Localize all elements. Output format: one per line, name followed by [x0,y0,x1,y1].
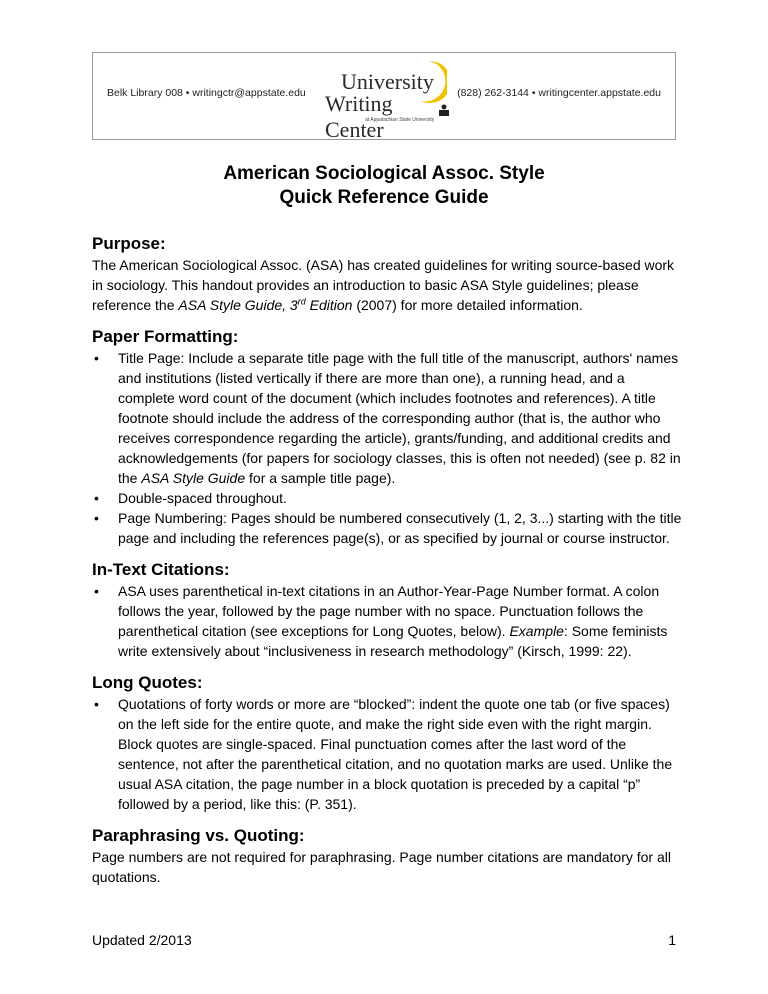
longquotes-heading: Long Quotes: [92,673,203,692]
banner-contact-right: (828) 262-3144 • writingcenter.appstate.edu [457,87,661,99]
paraphrasing-heading: Paraphrasing vs. Quoting: [92,826,305,845]
purpose-heading: Purpose: [92,234,166,253]
longquotes-section [92,672,682,814]
list-item: • Double-spaced throughout. [118,488,682,508]
paraphrasing-text: Page numbers are not required for paraphrasing. Page number citations are mandatory for all quotations. [92,849,671,885]
purpose-section [92,233,682,315]
banner-contact-left: Belk Library 008 • writingctr@appstate.edu [107,87,306,99]
longquotes-list [92,694,682,814]
list-item: • Quotations of forty words or more are “blocked”: indent the quote one tab (or five spaces) on the left side for the entire quote, and make the right side even with the right margin. Block quotes are single-spaced. Final punctuation comes after the last word of the sentence, not after the parenthetical citation, and no quotation marks are used. Unlike the usual ASA citation, the page number in a block quotation is preceded by a capital “p” followed by a period, like this: (P. 351). [118,694,682,814]
formatting-heading: Paper Formatting: [92,327,239,346]
main-content [92,233,682,898]
footer-updated: Updated 2/2013 [92,932,192,948]
intext-section [92,559,682,661]
page-title: American Sociological Assoc. Style [223,163,545,184]
list-item: • ASA uses parenthetical in-text citations in an Author-Year-Page Number format. A colon follows the year, followed by the page number with no space. Punctuation follows the parenthetical citation (see exceptions for Long Quotes, below). Example: Some feminists write extensively about “inclusiveness in research methodology” (Kirsch, 1999: 22). [118,581,682,661]
university-writing-center-logo [321,61,451,142]
formatting-section [92,326,682,548]
header-banner [92,52,676,140]
paraphrasing-section [92,825,682,887]
page-subtitle: Quick Reference Guide [279,187,489,208]
intext-list [92,581,682,661]
purpose-text: The American Sociological Assoc. (ASA) has created guidelines for writing source-based work in sociology. This handout provides an introduction to basic ASA Style guidelines; please reference the ASA Style Guide, 3rd Edition (2007) for more detailed information. [92,257,675,313]
list-item: • Page Numbering: Pages should be numbered consecutively (1, 2, 3...) starting with the title page and including the references page(s), or as specified by journal or course instructor. [118,508,682,548]
page-number: 1 [668,932,676,948]
logo-line-university: University [341,69,434,94]
logo-line-appstate: at Appalachian State University [365,117,435,123]
intext-heading: In-Text Citations: [92,560,230,579]
list-item: • Title Page: Include a separate title page with the full title of the manuscript, authors' names and institutions (listed vertically if there are more than one), a running head, and a complete word count of the document (which includes footnotes and references). A title footnote should include the address of the corresponding author (that is, the author who receives correspondence regarding the article), grants/funding, and additional credits and acknowledgements (for papers for sociology classes, this is often not needed) (see p. 82 in the ASA Style Guide for a sample title page). [118,348,682,488]
formatting-list [92,348,682,548]
writer-figure-icon [438,104,450,116]
logo-line-writing-center: Writing Center [325,91,393,142]
